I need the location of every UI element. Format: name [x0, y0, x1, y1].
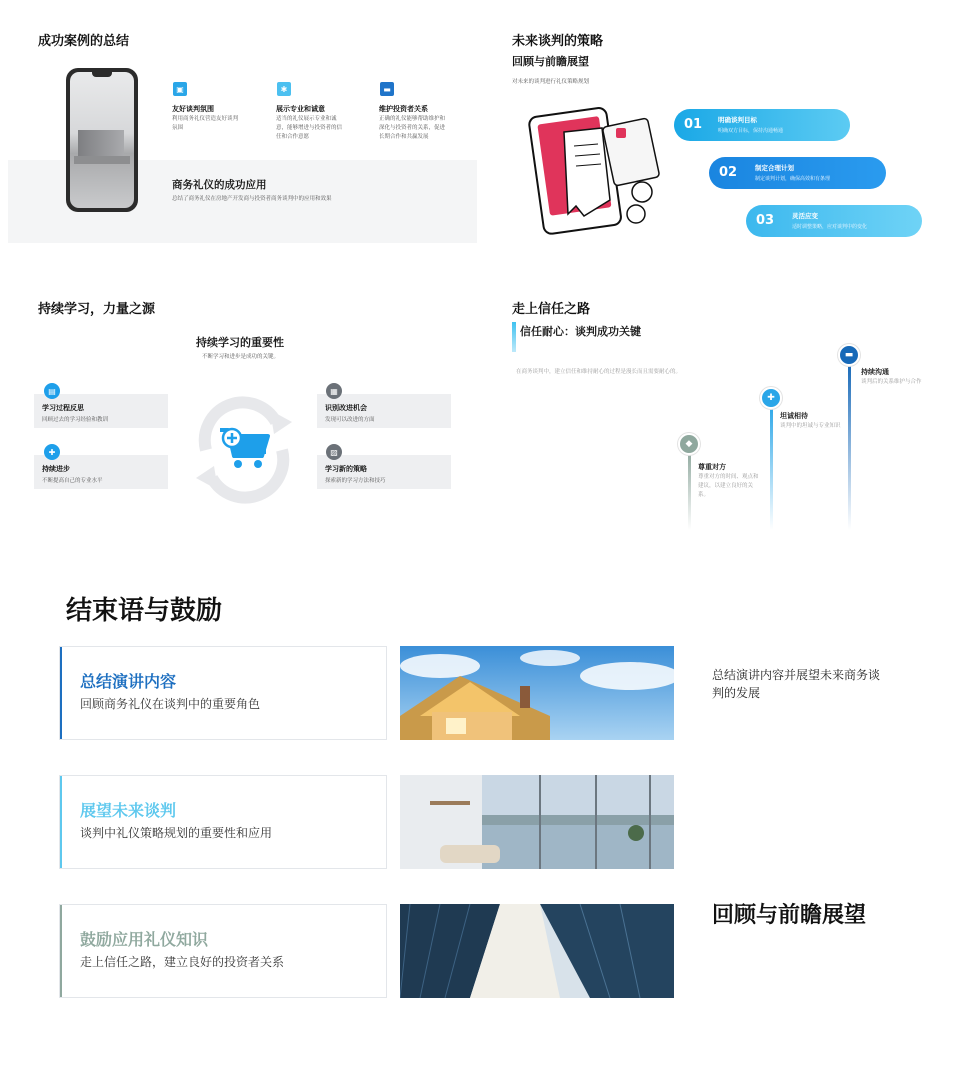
item-desc: 回顾过去的学习经验和教训 [42, 417, 109, 423]
item-title: 学习过程反思 [42, 404, 84, 412]
slide-subtitle: 信任耐心：谈判成功关键 [520, 325, 641, 338]
step-title: 持续沟通 [861, 368, 889, 376]
subtitle-accent-bar [512, 322, 516, 352]
card-desc: 回顾商务礼仪在谈判中的重要角色 [80, 697, 261, 711]
interior-photo [400, 775, 674, 869]
slide-desc: 对未来的谈判进行礼仪策略规划 [512, 79, 590, 85]
step-desc: 适时调整策略，应对谈判中的变化 [792, 224, 868, 230]
car-icon: ▬ [838, 344, 860, 366]
closing-card [59, 775, 387, 869]
step-desc: 谈判中的坦诚与专业知识 [780, 423, 841, 429]
feature-desc: 适当的礼仪展示专业和诚意，能够增进与投资者的信任和合作意愿 [276, 116, 343, 140]
puzzle-icon: ✚ [44, 444, 60, 460]
card-title: 总结演讲内容 [80, 672, 177, 691]
step-desc: 制定谈判计划，确保高效和有条理 [755, 176, 831, 182]
item-desc: 不断提高自己的专业水平 [42, 478, 103, 484]
item-title: 学习新的策略 [325, 465, 367, 473]
feature-title: 展示专业和诚意 [276, 105, 325, 113]
step-number: 03 [756, 213, 775, 228]
card-accent-bar [60, 647, 62, 739]
slide-title: 成功案例的总结 [38, 34, 130, 49]
image-icon: ▨ [326, 444, 342, 460]
item-desc: 发现可以改进的方面 [325, 417, 375, 423]
slide-success-summary [0, 0, 480, 270]
center-desc: 不断学习和进步是成功的关键。 [202, 354, 280, 360]
step-title: 明确谈判目标 [718, 116, 757, 124]
step-line [770, 404, 773, 530]
item-title: 识别改进机会 [325, 404, 367, 412]
side-title: 回顾与前瞻展望 [712, 903, 867, 928]
card-desc: 走上信任之路，建立良好的投资者关系 [80, 955, 285, 969]
step-title: 灵活应变 [792, 212, 818, 220]
calculator-icon: ▦ [326, 383, 342, 399]
step-line [688, 450, 691, 530]
step-desc: 明确双方目标，保持沟通畅通 [718, 128, 784, 134]
step-desc: 谈判后的关系维护与合作 [861, 379, 922, 385]
step-number: 02 [719, 165, 738, 180]
step-title: 制定合理计划 [755, 164, 794, 172]
slide-continuous-learning [0, 270, 480, 540]
strategy-step-1 [674, 109, 850, 141]
card-accent-bar [60, 776, 62, 868]
skyscraper-photo [400, 904, 674, 998]
slide-desc: 在商务谈判中，建立信任和维持耐心的过程是漫长而且需要耐心的。 [516, 369, 682, 375]
puzzle-icon: ✚ [760, 387, 782, 409]
band-desc: 总结了商务礼仪在房地产开发商与投资者商务谈判中的应用和效果 [172, 196, 332, 202]
side-text: 总结演讲内容并展望未来商务谈判的发展 [712, 668, 881, 700]
step-desc: 尊重对方的时间、观点和建议，以建立良好的关系。 [698, 474, 759, 498]
slide-trust-road [480, 270, 960, 540]
store-icon: ▣ [173, 82, 187, 96]
step-title: 尊重对方 [698, 463, 726, 471]
document-icon: ▤ [44, 383, 60, 399]
card-accent-bar [60, 905, 62, 997]
slide-title: 持续学习，力量之源 [38, 302, 156, 317]
slide-closing [0, 560, 960, 1084]
slide-title: 结束语与鼓励 [66, 596, 223, 626]
strategy-step-3 [746, 205, 922, 237]
band-title: 商务礼仪的成功应用 [172, 179, 267, 191]
step-line [848, 362, 851, 530]
cart-icon [218, 426, 272, 472]
handshake-icon: ◆ [678, 433, 700, 455]
strategy-step-2 [709, 157, 886, 189]
mobile-payment-illustration [524, 104, 674, 238]
slide-future-strategy [480, 0, 960, 270]
slide-title: 走上信任之路 [512, 302, 591, 317]
car-icon: ▬ [380, 82, 394, 96]
phone-image [66, 68, 138, 212]
slide-subtitle: 回顾与前瞻展望 [512, 55, 589, 68]
closing-card [59, 646, 387, 740]
item-desc: 探索新的学习方法和技巧 [325, 478, 386, 484]
feature-title: 维护投资者关系 [379, 105, 428, 113]
feature-title: 友好谈判氛围 [172, 105, 214, 113]
gear-icon: ✱ [277, 82, 291, 96]
feature-desc: 利用商务礼仪营造友好谈判氛围 [172, 116, 239, 131]
closing-card [59, 904, 387, 998]
card-title: 鼓励应用礼仪知识 [80, 930, 209, 949]
step-title: 坦诚相待 [780, 412, 808, 420]
feature-desc: 正确的礼仪能够帮助维护和深化与投资者的关系，促进长期合作和共赢发展 [379, 116, 446, 140]
card-title: 展望未来谈判 [80, 801, 177, 820]
center-title: 持续学习的重要性 [196, 336, 284, 349]
step-number: 01 [684, 117, 703, 132]
card-desc: 谈判中礼仪策略规划的重要性和应用 [80, 826, 273, 840]
item-title: 持续进步 [42, 465, 70, 473]
slide-title: 未来谈判的策略 [512, 34, 604, 49]
house-photo [400, 646, 674, 740]
